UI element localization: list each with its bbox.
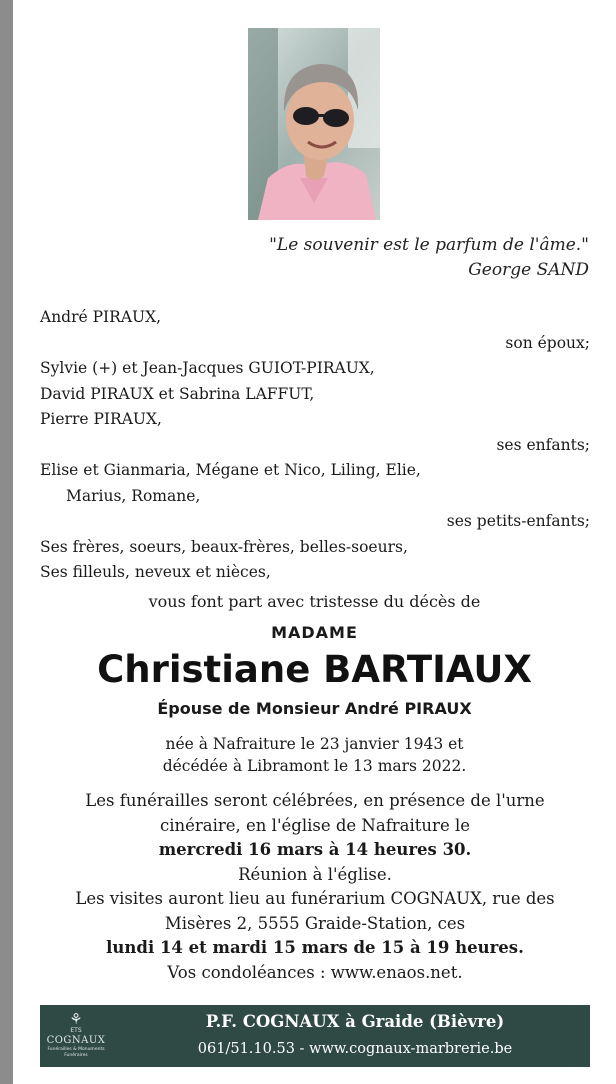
family-line: André PIRAUX, xyxy=(40,308,162,326)
funeral-details xyxy=(40,789,590,985)
funeral-date-line xyxy=(40,838,590,863)
flame-icon: ⚘ xyxy=(69,1010,83,1028)
birth-death-dates xyxy=(13,733,616,777)
family-line: Marius, Romane, xyxy=(66,486,201,505)
funeral-line: Réunion à l'église. xyxy=(238,864,392,884)
family-line: Ses frères, soeurs, beaux-frères, belles-soeurs, xyxy=(40,537,408,556)
logo-brand: COGNAUX xyxy=(46,1035,106,1046)
spouse-line: Épouse de Monsieur André PIRAUX xyxy=(157,699,472,718)
funeral-home-banner xyxy=(40,1005,590,1067)
portrait-photo xyxy=(248,28,380,220)
funeral-date: mercredi 16 mars à 14 heures 30. xyxy=(158,840,472,859)
family-line: Elise et Gianmaria, Mégane et Nico, Liling, Elie, xyxy=(40,461,421,479)
funeral-line: cinéraire, en l'église de Nafraiture le xyxy=(159,815,470,835)
deceased-name: Christiane BARTIAUX xyxy=(97,648,532,691)
family-line: Pierre PIRAUX, xyxy=(40,410,162,428)
funeral-home-contact: 061/51.10.53 - www.cognaux-marbrerie.be xyxy=(197,1041,513,1057)
announcement-text: vous font part avec tristesse du décès de xyxy=(148,592,481,611)
funeral-home-name: P.F. COGNAUX à Graide (Bièvre) xyxy=(205,1012,505,1031)
family-line: Sylvie (+) et Jean-Jacques GUIOT-PIRAUX, xyxy=(40,359,375,377)
funeral-line: Les funérailles seront célébrées, en présence de l'urne xyxy=(85,791,545,810)
funeral-line: Misères 2, 5555 Graide-Station, ces xyxy=(164,913,466,933)
family-role-line: son époux; xyxy=(505,333,590,352)
funeral-line: Les visites auront lieu au funérarium COGNAUX, rue des xyxy=(75,889,555,908)
family-list xyxy=(40,305,590,586)
condolences-line: Vos condoléances : www.enaos.net. xyxy=(167,962,463,982)
quote-author: George SAND xyxy=(468,260,589,280)
birth-line: née à Nafraiture le 23 janvier 1943 et xyxy=(165,735,464,753)
logo-ets: ETS xyxy=(70,1027,82,1034)
cognaux-logo xyxy=(46,1011,106,1063)
quote-text: "Le souvenir est le parfum de l'âme." xyxy=(269,235,589,255)
left-border-bar xyxy=(0,0,13,1084)
family-role-line: ses petits-enfants; xyxy=(446,512,590,530)
family-role-line: ses enfants; xyxy=(496,435,590,454)
family-line: Ses filleuls, neveux et nièces, xyxy=(40,563,271,581)
visit-dates: lundi 14 et mardi 15 mars de 15 à 19 heures. xyxy=(106,938,524,957)
title-madame: MADAME xyxy=(271,623,358,642)
epigraph-quote xyxy=(269,233,589,283)
family-line: David PIRAUX et Sabrina LAFFUT, xyxy=(40,384,315,403)
visit-dates-line xyxy=(40,936,590,961)
logo-subtitle: Funérailles & Monuments Funéraires xyxy=(47,1047,105,1058)
death-line: décédée à Libramont le 13 mars 2022. xyxy=(162,757,467,775)
